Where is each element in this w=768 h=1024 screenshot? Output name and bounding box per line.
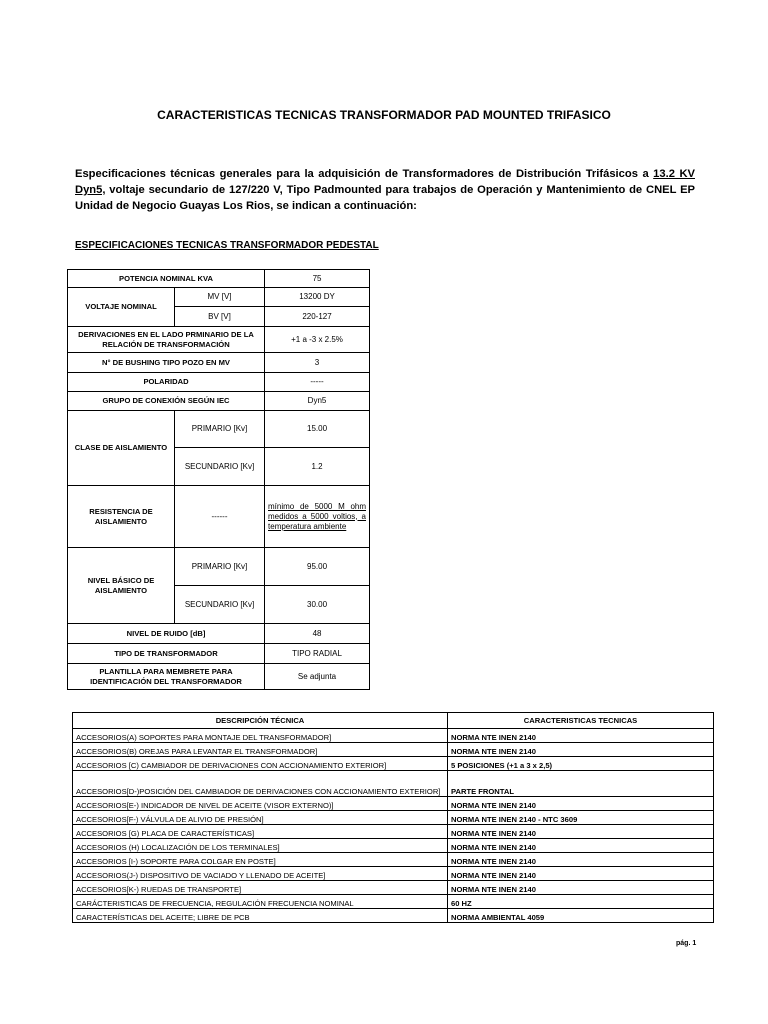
derivaciones-value: +1 a -3 x 2.5%	[265, 327, 370, 353]
spec-row-clase-primario	[68, 411, 370, 448]
grupo-label: GRUPO DE CONEXIÓN SEGÚN IEC	[68, 392, 265, 411]
accessory-description: CARÁCTERISTICAS DE FRECUENCIA, REGULACIÓN FRECUENCIA NOMINAL	[73, 895, 448, 909]
table-row	[73, 909, 714, 923]
clase-secundario-value: 1.2	[265, 448, 370, 486]
spec-row-potencia	[68, 270, 370, 288]
accessory-description: ACCESORIOS[E-) INDICADOR DE NIVEL DE ACEITE (VISOR EXTERNO)]	[73, 797, 448, 811]
nivel-secundario-label: SECUNDARIO [Kv]	[175, 586, 265, 624]
tipo-label: TIPO DE TRANSFORMADOR	[68, 644, 265, 664]
derivaciones-label: DERIVACIONES EN EL LADO PRMINARIO DE LA RELACIÓN DE TRANSFORMACIÓN	[68, 327, 265, 353]
accessory-description: ACCESORIOS[F-) VÁLVULA DE ALIVIO DE PRESIÓN]	[73, 811, 448, 825]
tipo-value: TIPO RADIAL	[265, 644, 370, 664]
table-row	[73, 811, 714, 825]
table-row	[73, 881, 714, 895]
page-number: pág. 1	[676, 940, 697, 947]
spec-row-bushing	[68, 353, 370, 373]
table-row	[73, 825, 714, 839]
accessory-characteristic: NORMA NTE INEN 2140	[448, 853, 714, 867]
polaridad-value: -----	[265, 373, 370, 392]
table-row	[73, 867, 714, 881]
accessory-description: ACCESORIOS[K-) RUEDAS DE TRANSPORTE]	[73, 881, 448, 895]
intro-voltage: 13.2 KV	[653, 168, 695, 180]
clase-primario-value: 15.00	[265, 411, 370, 448]
accessory-description: ACCESORIOS [G) PLACA DE CARACTERÍSTICAS]	[73, 825, 448, 839]
clase-primario-label: PRIMARIO [Kv]	[175, 411, 265, 448]
resistencia-value-text: mínimo de 5000 M ohm medidos a 5000 voltios, a temperatura ambiente	[268, 501, 367, 531]
accessory-characteristic: NORMA NTE INEN 2140	[448, 797, 714, 811]
grupo-value: Dyn5	[265, 392, 370, 411]
bv-value: 220-127	[265, 307, 370, 327]
intro-paragraph	[75, 166, 695, 214]
spec-row-plantilla	[68, 664, 370, 690]
clase-label: CLASE DE AISLAMIENTO	[68, 411, 175, 486]
accessory-description: ACCESORIOS[D-)POSICIÓN DEL CAMBIADOR DE DERIVACIONES CON ACCIONAMIENTO EXTERIOR]	[73, 771, 448, 797]
header-caracteristicas: CARACTERISTICAS TECNICAS	[448, 713, 714, 729]
table-row	[73, 757, 714, 771]
accessory-characteristic: 5 POSICIONES (+1 a 3 x 2,5)	[448, 757, 714, 771]
accessory-description: ACCESORIOS [C) CAMBIADOR DE DERIVACIONES CON ACCIONAMIENTO EXTERIOR]	[73, 757, 448, 771]
table-row	[73, 839, 714, 853]
intro-text-1: Especificaciones técnicas generales para la adquisición de Transformadores de Distribución Trifásicos a	[75, 168, 654, 180]
spec-row-derivaciones	[68, 327, 370, 353]
spec-row-resistencia	[68, 486, 370, 548]
voltaje-label: VOLTAJE NOMINAL	[68, 288, 175, 327]
spec-row-mv	[68, 288, 370, 307]
nivel-secundario-value: 30.00	[265, 586, 370, 624]
accessory-characteristic: NORMA NTE INEN 2140	[448, 881, 714, 895]
table-row	[73, 729, 714, 743]
resistencia-middle: ------	[175, 486, 265, 548]
accessory-description: ACCESORIOS (H) LOCALIZACIÓN DE LOS TERMINALES]	[73, 839, 448, 853]
accessory-characteristic: NORMA NTE INEN 2140	[448, 867, 714, 881]
accessories-table	[72, 712, 714, 923]
resistencia-label: RESISTENCIA DE AISLAMIENTO	[68, 486, 175, 548]
accessory-characteristic: NORMA NTE INEN 2140	[448, 729, 714, 743]
potencia-value: 75	[265, 270, 370, 288]
ruido-value: 48	[265, 624, 370, 644]
table-row	[73, 797, 714, 811]
resistencia-value	[265, 486, 370, 548]
spec-row-grupo	[68, 392, 370, 411]
accessory-characteristic: NORMA NTE INEN 2140	[448, 743, 714, 757]
spec-row-ruido	[68, 624, 370, 644]
accessory-characteristic: NORMA NTE INEN 2140 - NTC 3609	[448, 811, 714, 825]
nivel-primario-value: 95.00	[265, 548, 370, 586]
clase-secundario-label: SECUNDARIO [Kv]	[175, 448, 265, 486]
accessory-characteristic: 60 HZ	[448, 895, 714, 909]
table-row	[73, 771, 714, 797]
polaridad-label: POLARIDAD	[68, 373, 265, 392]
accessory-characteristic: PARTE FRONTAL	[448, 771, 714, 797]
plantilla-label: PLANTILLA PARA MEMBRETE PARA IDENTIFICACIÓN DEL TRANSFORMADOR	[68, 664, 265, 690]
ruido-label: NIVEL DE RUIDO [dB]	[68, 624, 265, 644]
spec-row-polaridad	[68, 373, 370, 392]
accessory-characteristic: NORMA NTE INEN 2140	[448, 825, 714, 839]
bushing-label: N° DE BUSHING TIPO POZO EN MV	[68, 353, 265, 373]
intro-text-3: voltaje secundario de 127/220 V, Tipo Padmounted para trabajos de Operación y Mantenimiento de CNEL EP Unidad de Negocio Guayas Los Rios, se indican a continuación:	[75, 184, 695, 212]
spec-row-tipo	[68, 644, 370, 664]
nivel-primario-label: PRIMARIO [Kv]	[175, 548, 265, 586]
spec-table	[67, 269, 370, 690]
intro-dyn: Dyn5,	[75, 184, 106, 196]
table-row	[73, 853, 714, 867]
document-title: CARACTERISTICAS TECNICAS TRANSFORMADOR PAD MOUNTED TRIFASICO	[157, 108, 611, 122]
accessory-characteristic: NORMA NTE INEN 2140	[448, 839, 714, 853]
table-row	[73, 743, 714, 757]
table-row	[73, 895, 714, 909]
mv-label: MV [V]	[175, 288, 265, 307]
accessory-description: CARACTERÍSTICAS DEL ACEITE; LIBRE DE PCB	[73, 909, 448, 923]
accessory-description: ACCESORIOS(B) OREJAS PARA LEVANTAR EL TRANSFORMADOR]	[73, 743, 448, 757]
spec-row-nivel-primario	[68, 548, 370, 586]
nivel-basico-label: NIVEL BÁSICO DE AISLAMIENTO	[68, 548, 175, 624]
mv-value: 13200 DY	[265, 288, 370, 307]
bushing-value: 3	[265, 353, 370, 373]
accessories-body	[73, 729, 714, 923]
accessory-description: ACCESORIOS [I-) SOPORTE PARA COLGAR EN POSTE]	[73, 853, 448, 867]
header-descripcion: DESCRIPCIÓN TÉCNICA	[73, 713, 448, 729]
accessories-header-row	[73, 713, 714, 729]
section-heading: ESPECIFICACIONES TECNICAS TRANSFORMADOR PEDESTAL	[75, 240, 379, 251]
accessory-description: ACCESORIOS(A) SOPORTES PARA MONTAJE DEL TRANSFORMADOR]	[73, 729, 448, 743]
plantilla-value: Se adjunta	[265, 664, 370, 690]
accessory-description: ACCESORIOS(J-) DISPOSITIVO DE VACIADO Y LLENADO DE ACEITE]	[73, 867, 448, 881]
potencia-label: POTENCIA NOMINAL KVA	[68, 270, 265, 288]
accessory-characteristic: NORMA AMBIENTAL 4059	[448, 909, 714, 923]
bv-label: BV [V]	[175, 307, 265, 327]
